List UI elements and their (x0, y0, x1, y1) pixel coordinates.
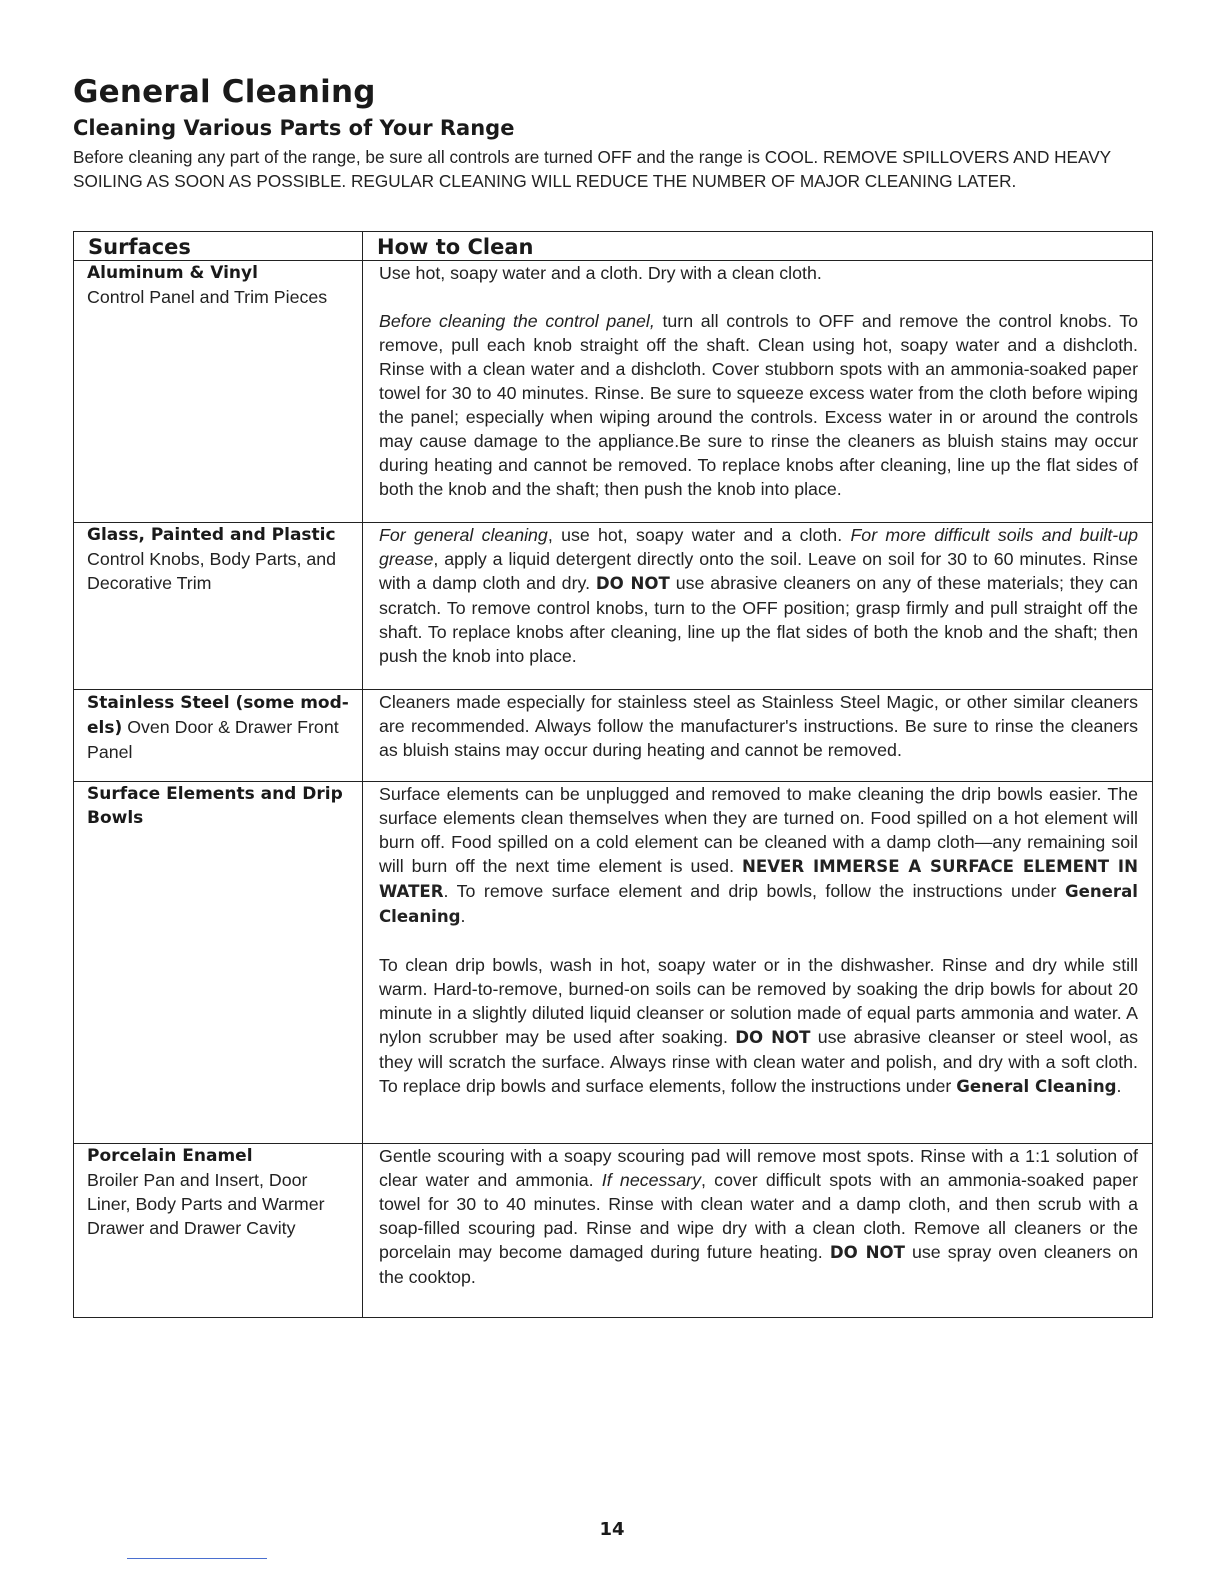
instruction-text: , cover difficult spots with an ammonia-soaked paper towel for 30 to 40 minutes. Rinse with clean water and a damp cloth, and then scrub with a soap-filled scouring pad. Rinse and wipe dry with a clean cloth. Remove all cleaners or the porcelain may become damaged during future heating. (379, 1170, 1138, 1262)
surface-name: Surface Elements and Drip Bowls (87, 784, 343, 828)
instruction-text: , apply a liquid detergent directly onto the soil. Leave on soil for 30 to 60 minutes. Rinse with a damp cloth and dry. (379, 549, 1138, 593)
cleaning-table (73, 231, 1153, 1318)
surface-name: Porcelain Enamel (87, 1146, 253, 1166)
table-row (74, 690, 1153, 782)
surface-detail: Control Knobs, Body Parts, and Decorative Trim (87, 549, 337, 593)
footer-divider (127, 1558, 267, 1559)
instruction-text: use spray oven cleaners on the cooktop. (379, 1242, 1138, 1287)
surface-name: Glass, Painted and Plastic (87, 525, 336, 545)
surface-detail: Broiler Pan and Insert, Door Liner, Body Parts and Warmer Drawer and Drawer Cavity (87, 1170, 325, 1238)
table-row (74, 1144, 1153, 1318)
instruction-text: . (1116, 1076, 1122, 1096)
intro-paragraph: Before cleaning any part of the range, be sure all controls are turned OFF and the range is COOL. REMOVE SPILLOVERS AND HEAVY SOILING AS SOON AS POSSIBLE. REGULAR CLEANING WILL REDUCE THE NUMBER OF MAJOR CLEANING LATER. (73, 147, 1111, 191)
how-to-clean-cell (363, 1144, 1153, 1318)
italic-phrase: For more difficult soils and built-up grease (379, 525, 1138, 569)
instruction-paragraph: Use hot, soapy water and a cloth. Dry with a clean cloth. (379, 263, 822, 283)
instruction-text: . To remove surface element and drip bowls, follow the instructions under (443, 881, 1065, 901)
table-header-row (74, 232, 1153, 261)
warning-text: DO NOT (829, 1243, 905, 1262)
surface-cell (74, 261, 363, 523)
how-to-clean-cell (363, 782, 1153, 1144)
cross-reference: General Cleaning (956, 1077, 1117, 1096)
surface-cell (74, 782, 363, 1144)
how-to-clean-cell (363, 523, 1153, 690)
instruction-paragraph (379, 782, 1138, 929)
surface-cell (74, 1144, 363, 1318)
instruction-text: Gentle scouring with a soapy scouring pad will remove most spots. Rinse with a 1:1 solution of clear water and ammonia. (379, 1146, 1138, 1190)
instruction-text: use abrasive cleanser or steel wool, as they will scratch the surface. Always rinse with clean water and polish, and dry with a soft cloth. To replace drip bowls and surface elements, follow the instructions under (379, 1027, 1138, 1096)
table-row (74, 523, 1153, 690)
cross-reference: General Cleaning (379, 882, 1138, 926)
how-to-clean-cell (363, 261, 1153, 523)
page-subtitle: Cleaning Various Parts of Your Range (73, 116, 515, 140)
surface-detail: Control Panel and Trim Pieces (87, 287, 328, 307)
instruction-text: . (460, 906, 466, 926)
page-number: 14 (599, 1519, 625, 1540)
surface-name: Stainless Steel (some mod-els) (87, 693, 349, 738)
page-title: General Cleaning (73, 74, 376, 110)
instruction-text: use abrasive cleaners on any of these materials; they can scratch. To remove control knobs, turn to the OFF position; grasp firmly and pull straight off the shaft. To replace knobs after cleaning, line up the flat sides of both the knob and the shaft; then push the knob into place. (379, 573, 1138, 666)
italic-phrase: If necessary (601, 1170, 701, 1190)
instruction-paragraph (379, 953, 1138, 1099)
italic-phrase: For general cleaning (379, 525, 548, 545)
table-row (74, 261, 1153, 523)
surface-cell (74, 523, 363, 690)
surface-name: Aluminum & Vinyl (87, 263, 258, 283)
instruction-text: Surface elements can be unplugged and removed to make cleaning the drip bowls easier. The surface elements clean themselves when they are turned on. Food spilled on a hot element will burn off. Food spilled on a cold element can be cleaned with a damp cloth—any remaining soil will burn off the next time element is used. (379, 784, 1138, 876)
how-to-clean-cell (363, 690, 1153, 782)
warning-text: DO NOT (595, 574, 670, 593)
warning-text: DO NOT (735, 1028, 811, 1047)
instruction-paragraph: Cleaners made especially for stainless steel as Stainless Steel Magic, or other similar cleaners are recommended. Always follow the manufacturer's instructions. Be sure to rinse the cleaners as bluish stains may occur during heating and cannot be removed. (379, 692, 1138, 760)
instruction-paragraph (379, 309, 1138, 501)
instruction-paragraph (379, 1144, 1138, 1289)
instruction-paragraph (379, 523, 1138, 668)
surface-detail: Oven Door & Drawer Front Panel (87, 717, 339, 762)
instruction-text: , use hot, soapy water and a cloth. (547, 525, 851, 545)
surface-cell (74, 690, 363, 782)
table-row (74, 782, 1153, 1144)
instruction-text: To clean drip bowls, wash in hot, soapy water or in the dishwasher. Rinse and dry while still warm. Hard-to-remove, burned-on soils can be removed by soaking the drip bowls for about 20 minute in a slightly diluted liquid cleanser or solution made of equal parts ammonia and water. A nylon scrubber may be used after soaking. (379, 955, 1138, 1047)
italic-phrase: Before cleaning the control panel, (379, 311, 655, 331)
surfaces-column-header: Surfaces (74, 232, 363, 261)
instruction-text: turn all controls to OFF and remove the control knobs. To remove, pull each knob straight off the shaft. Clean using hot, soapy water and a dishcloth. Rinse with a clean water and a dishcloth. Cover stubborn spots with an ammonia-soaked paper towel for 30 to 40 minutes. Rinse. Be sure to squeeze excess water from the cloth before wiping the panel; especially when wiping around the controls. Excess water in or around the controls may cause damage to the appliance.Be sure to rinse the cleaners as bluish stains may occur during heating and cannot be removed. To replace knobs after cleaning, line up the flat sides of both the knob and the shaft; then push the knob into place. (379, 311, 1138, 499)
warning-text: NEVER IMMERSE A SURFACE ELEMENT IN WATER (379, 857, 1138, 901)
how-to-clean-column-header: How to Clean (363, 232, 1153, 261)
